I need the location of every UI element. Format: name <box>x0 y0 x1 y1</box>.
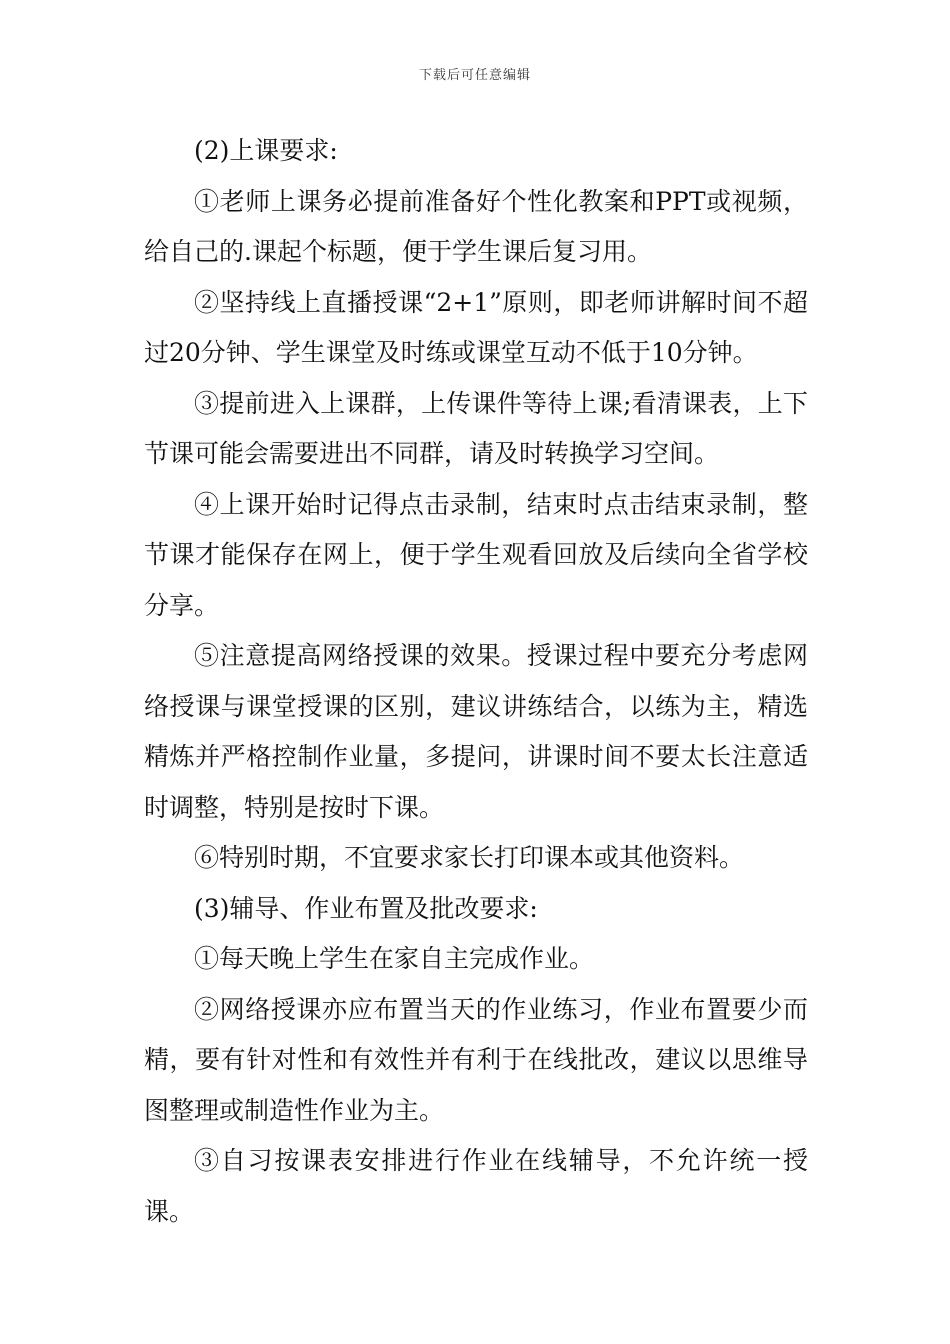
paragraph: ⑤注意提高网络授课的效果。授课过程中要充分考虑网络授课与课堂授课的区别，建议讲练结合，以练为主，精选精炼并严格控制作业量，多提问，讲课时间不要太长注意适时调整，特别是按时下课。 <box>144 641 808 822</box>
paragraph: ①每天晚上学生在家自主完成作业。 <box>194 944 595 973</box>
paragraph: ③提前进入上课群，上传课件等待上课;看清课表，上下节课可能会需要进出不同群，请及时转换学习空间。 <box>144 388 808 468</box>
paragraph: ①老师上课务必提前准备好个性化教案和PPT或视频，给自己的.课起个标题，便于学生课后复习用。 <box>144 186 808 266</box>
paragraph: ③自习按课表安排进行作业在线辅导，不允许统一授课。 <box>144 1146 808 1226</box>
paragraph: ②网络授课亦应布置当天的作业练习，作业布置要少而精，要有针对性和有效性并有利于在线批改，建议以思维导图整理或制造性作业为主。 <box>144 994 808 1125</box>
section-heading: (3)辅导、作业布置及批改要求: <box>194 893 538 923</box>
paragraph: ⑥特别时期，不宜要求家长打印课本或其他资料。 <box>194 843 745 872</box>
paragraph: ④上课开始时记得点击录制，结束时点击结束录制，整节课才能保存在网上，便于学生观看回放及后续向全省学校分享。 <box>144 489 808 620</box>
paragraph: ②坚持线上直播授课“2+1”原则，即老师讲解时间不超过20分钟、学生课堂及时练或课堂互动不低于10分钟。 <box>144 287 808 367</box>
page-header: 下载后可任意编辑 <box>418 68 531 83</box>
section-heading: (2)上课要求: <box>194 136 338 165</box>
document-body <box>144 126 808 1237</box>
